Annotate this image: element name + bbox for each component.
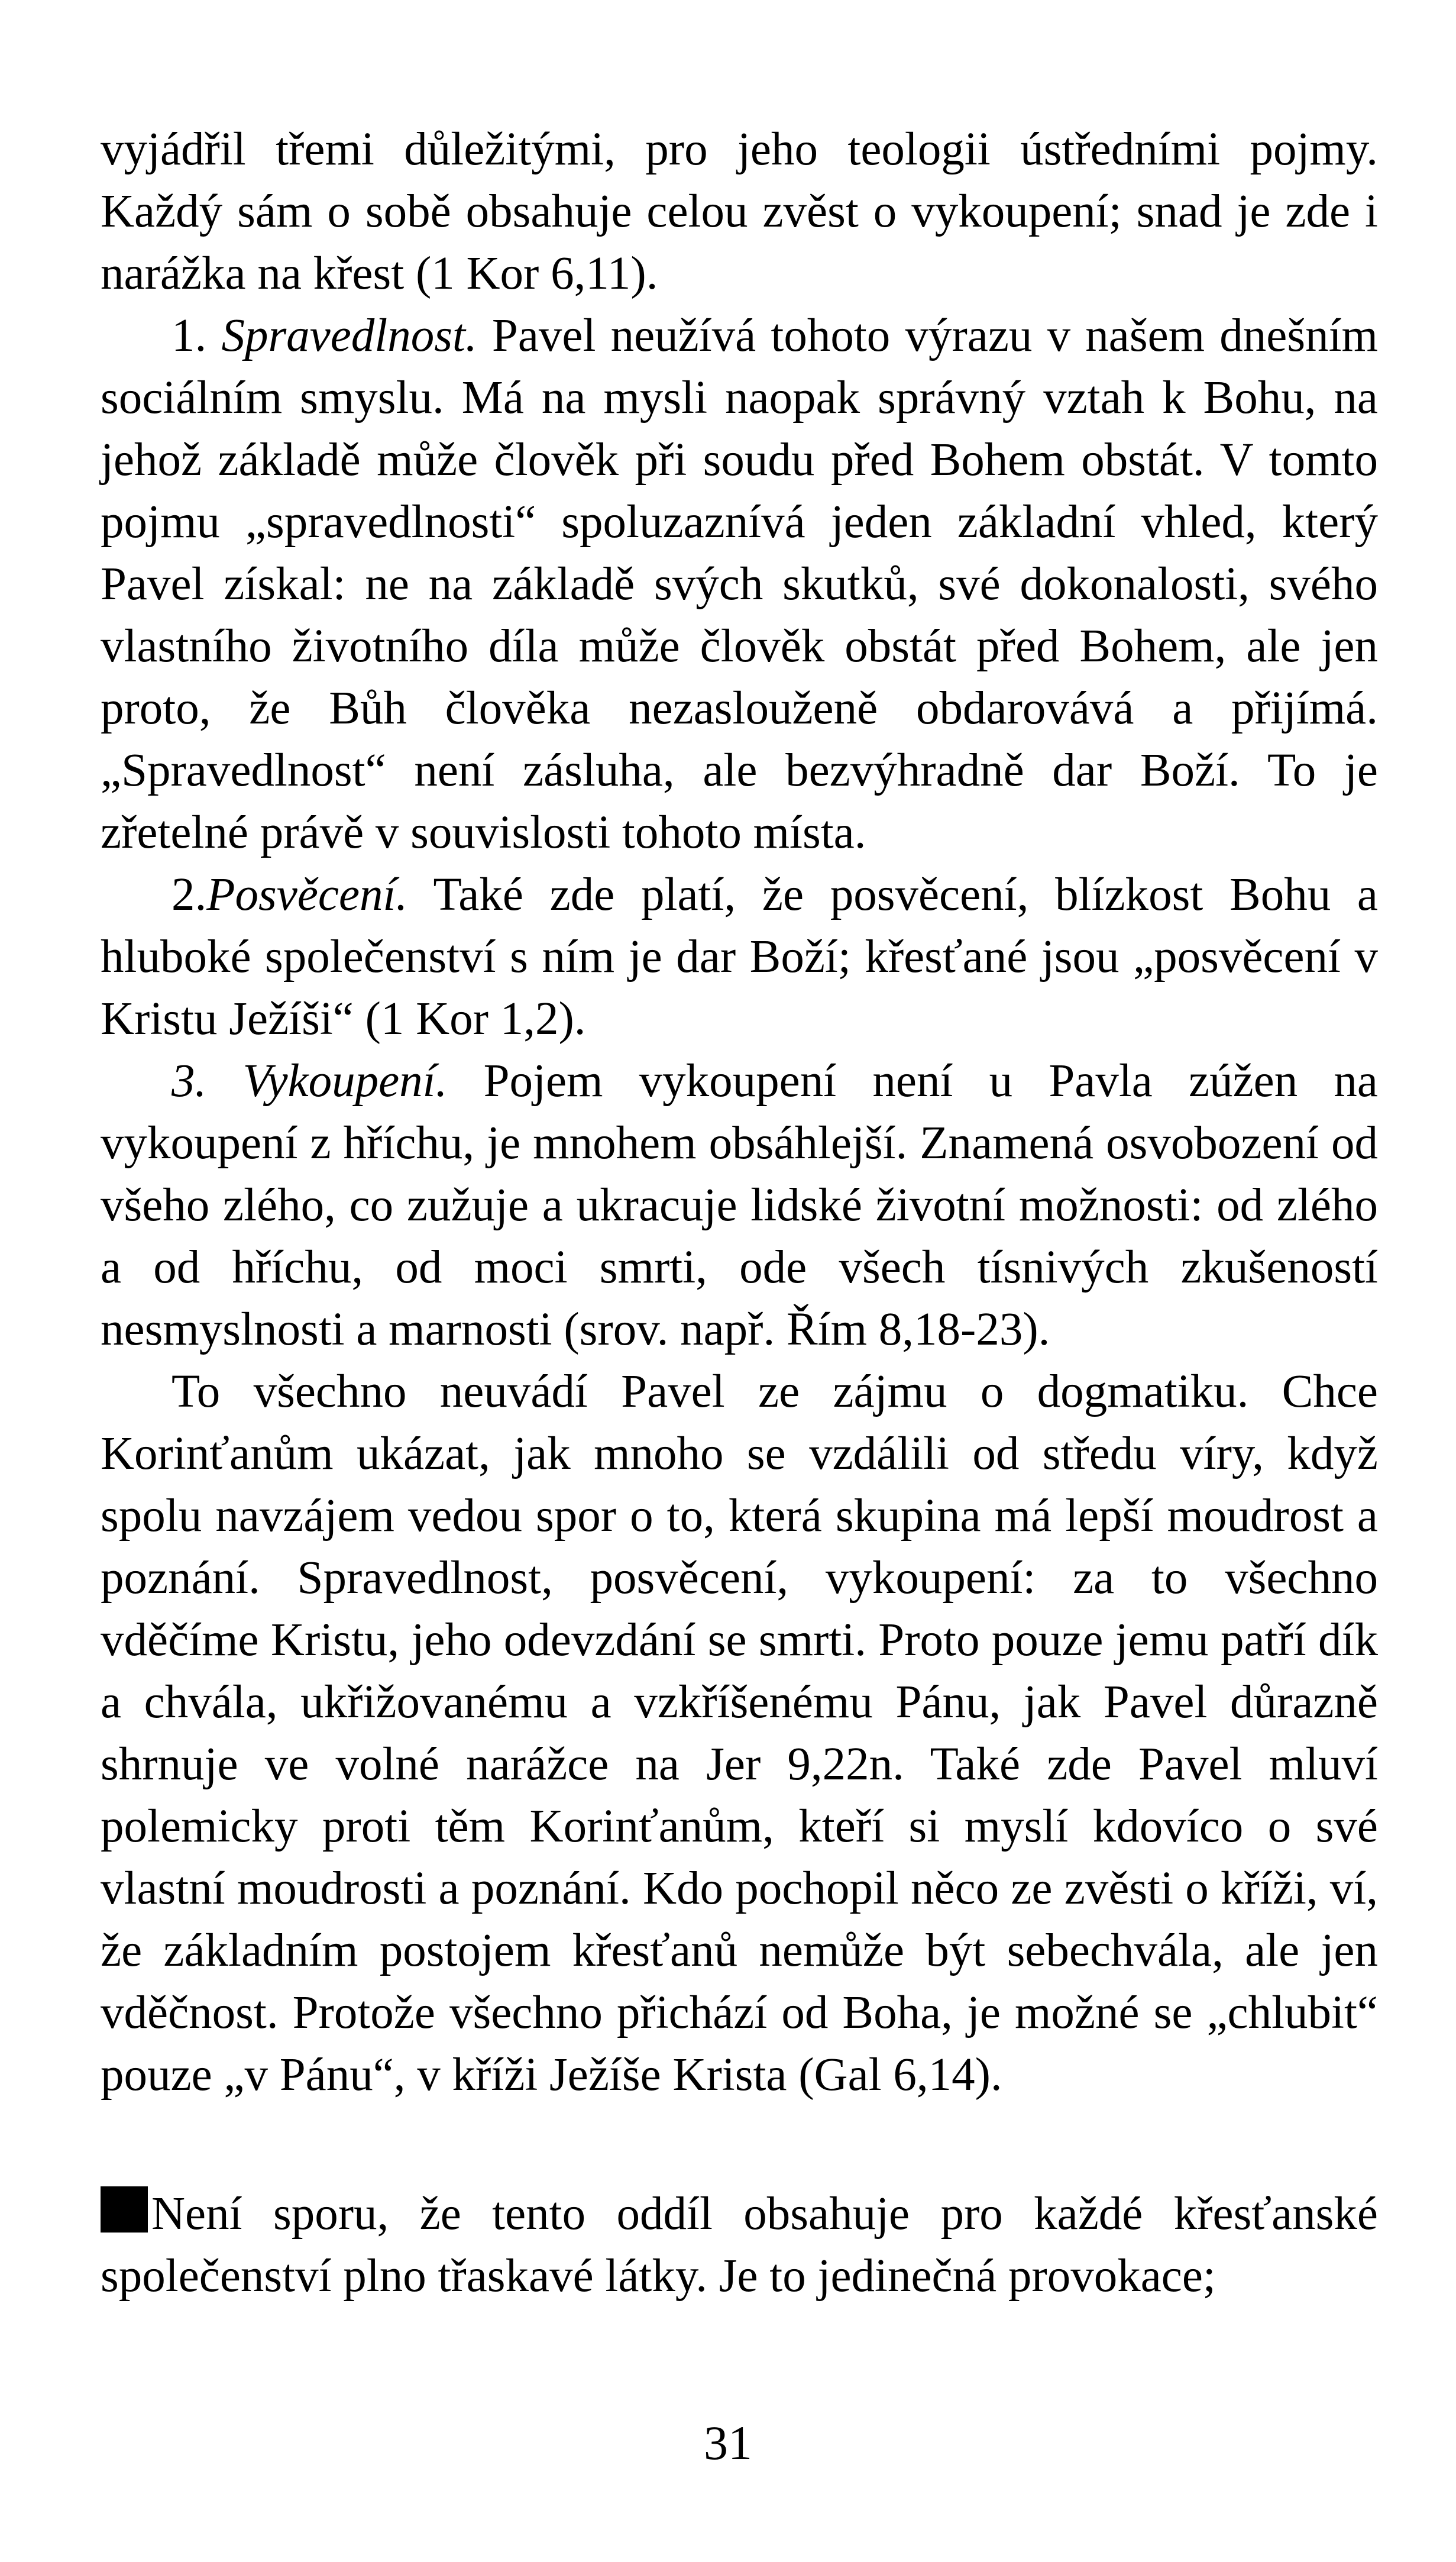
page-number: 31 (704, 2416, 752, 2470)
paragraph-section-start (101, 2183, 1378, 2307)
paragraph-commentary: To všechno neuvádí Pavel ze zájmu o dogmatiku. Chce Korinťanům ukázat, jak mnoho se vzdálili od středu víry, když spolu navzájem vedou spor o to, která skupina má lepší moudrost a poznání. Spravedlnost, posvěcení, vykoupení: za to všechno vděčíme Kristu, jeho odevzdání se smrti. Proto pouze jemu patří dík a chvála, ukřižovanému a vzkříšenému Pánu, jak Pavel důrazně shrnuje ve volné narážce na Jer 9,22n. Také zde Pavel mluví polemicky proti těm Korinťanům, kteří si myslí kdovíco o své vlastní moudrosti a poznání. Kdo pochopil něco ze zvěsti o kříži, ví, že základním postojem křesťanů nemůže být sebechvála, ale jen vděčnost. Protože všechno přichází od Boha, je možné se „chlubit“ pouze „v Pánu“, v kříži Ježíše Krista (Gal 6,14). (101, 1366, 1378, 2101)
paragraph-redemption (101, 1050, 1378, 1361)
paragraph-text: Také zde platí, že posvěcení, blízkost Bohu a hluboké společenství s ním je dar Boží; křesťané jsou „posvěcení v Kristu Ježíši“ (1 Kor 1,2). (101, 869, 1378, 1045)
term-redemption: 3. Vykoupení. (172, 1055, 448, 1107)
item-number: 2. (172, 869, 207, 920)
page-body (101, 118, 1378, 2307)
section-marker-icon (101, 2186, 148, 2233)
paragraph-intro: vyjádřil třemi důležitými, pro jeho teologii ústředními pojmy. Každý sám o sobě obsahuje celou zvěst o vykoupení; snad je zde i narážka na křest (1 Kor 6,11). (101, 124, 1378, 299)
paragraph-righteousness (101, 305, 1378, 864)
paragraph-text: Pojem vykoupení není u Pavla zúžen na vykoupení z hříchu, je mnohem obsáhlejší. Znamená osvobození od všeho zlého, co zužuje a ukracuje lidské životní možnosti: od zlého a od hříchu, od moci smrti, ode všech tísnivých zkušeností nesmyslnosti a marnosti (srov. např. Řím 8,18-23). (101, 1055, 1378, 1355)
paragraph-sanctification (101, 864, 1378, 1050)
paragraph-text: Pavel neužívá tohoto výrazu v našem dnešním sociálním smyslu. Má na mysli naopak správný vztah k Bohu, na jehož základě může člověk při soudu před Bohem obstát. V tomto pojmu „spravedlnosti“ spoluzaznívá jeden základní vhled, který Pavel získal: ne na základě svých skutků, své dokonalosti, svého vlastního životního díla může člověk obstát před Bohem, ale jen proto, že Bůh člověka nezaslouženě obdarovává a přijímá. „Spravedlnost“ není zásluha, ale bezvýhradně dar Boží. To je zřetelné právě v souvislosti tohoto místa. (101, 310, 1379, 858)
item-number: 1. (172, 310, 207, 361)
paragraph-text: Není sporu, že tento oddíl obsahuje pro každé křesťanské společenství plno třaskavé látky. Je to jedinečná provokace; (101, 2188, 1378, 2302)
term-sanctification: Posvěcení. (206, 869, 408, 920)
term-righteousness: Spravedlnost. (221, 310, 477, 361)
